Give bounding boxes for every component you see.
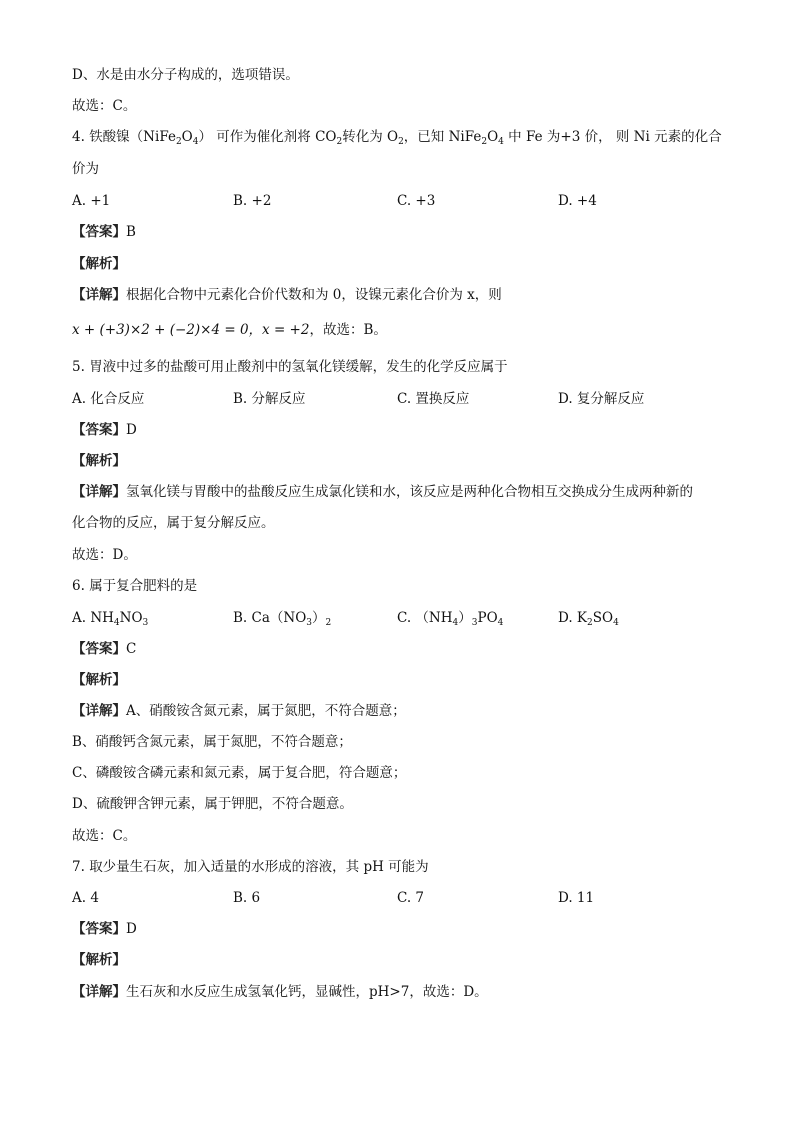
q7-analysis-heading <box>72 951 126 969</box>
detail-text: 生石灰和水反应生成氢氧化钙，显碱性，pH>7，故选：D。 <box>126 984 488 1000</box>
q4-formula-line <box>72 321 387 339</box>
q4-sub: 4 <box>192 137 199 147</box>
q4-stem <box>72 128 722 146</box>
q4-sub: 4 <box>498 137 504 147</box>
answer-value: D <box>126 921 137 937</box>
q4-answer <box>72 223 136 241</box>
opt-sub: 3 <box>306 618 312 628</box>
detail-text: 根据化合物中元素化合价代数和为 0，设镍元素化合价为 x，则 <box>126 287 502 303</box>
detail-tag: 【详解】 <box>72 703 126 719</box>
q7-option-c: C. 7 <box>397 890 425 906</box>
q4-number: 4. <box>72 129 85 145</box>
q3-option-d-explanation: D、水是由水分子构成的，选项错误。 <box>72 67 299 83</box>
q4-sub: 2 <box>398 137 404 147</box>
q5-option-d: D. 复分解反应 <box>558 391 645 407</box>
q5-detail <box>72 483 693 501</box>
detail-text: 氢氧化镁与胃酸中的盐酸反应生成氯化镁和水，该反应是两种化合物相互交换成分生成两种新的 <box>126 484 693 500</box>
q4-option-b: B. +2 <box>233 193 272 209</box>
opt-text: C. （NH <box>397 610 453 626</box>
opt-text: SO <box>592 610 614 626</box>
q5-stem-text: 胃液中过多的盐酸可用止酸剂中的氢氧化镁缓解，发生的化学反应属于 <box>89 359 508 375</box>
q6-number: 6. <box>72 578 85 594</box>
q7-stem-text: 取少量生石灰，加入适量的水形成的溶液，其 pH 可能为 <box>89 859 429 875</box>
opt-text: PO <box>477 610 498 626</box>
q5-detail-continued: 化合物的反应，属于复分解反应。 <box>72 515 275 531</box>
q4-stem-continued: 价为 <box>72 161 99 177</box>
q5-option-c: C. 置换反应 <box>397 391 470 407</box>
opt-text: D. K <box>558 610 588 626</box>
q5-conclusion: 故选：D。 <box>72 547 137 563</box>
q7-number: 7. <box>72 859 85 875</box>
q7-option-a: A. 4 <box>72 890 99 906</box>
q5-analysis-heading <box>72 452 126 470</box>
q6-stem-text: 属于复合肥料的是 <box>89 578 198 594</box>
q6-detail-a <box>72 702 406 720</box>
q4-stem-text: O <box>181 129 193 145</box>
opt-text: A. NH <box>72 610 114 626</box>
q5-stem <box>72 358 508 376</box>
opt-text: NO <box>119 610 143 626</box>
opt-sub: 4 <box>613 618 619 628</box>
q4-stem-text: ） 可作为催化剂将 CO <box>198 129 337 145</box>
opt-sub: 4 <box>497 618 504 628</box>
q6-analysis-heading <box>72 671 126 689</box>
q4-stem-text: ，已知 NiFe <box>403 129 482 145</box>
q6-answer <box>72 640 136 658</box>
q4-option-a: A. +1 <box>72 193 111 209</box>
q6-detail-d: D、硫酸钾含钾元素，属于钾肥，不符合题意。 <box>72 796 353 812</box>
q4-option-d: D. +4 <box>558 193 597 209</box>
q4-detail <box>72 286 502 304</box>
q6-detail-c: C、磷酸铵含磷元素和氮元素，属于复合肥，符合题意； <box>72 765 407 781</box>
answer-tag: 【答案】 <box>72 921 126 937</box>
q4-formula-tail: ，故选：B。 <box>309 322 387 338</box>
answer-tag: 【答案】 <box>72 224 126 240</box>
opt-sub: 3 <box>471 618 478 628</box>
q7-answer <box>72 920 137 938</box>
q5-answer <box>72 421 137 439</box>
answer-value: D <box>126 422 137 438</box>
q6-stem <box>72 577 197 595</box>
answer-value: B <box>126 224 136 240</box>
q7-detail <box>72 983 488 1001</box>
analysis-tag: 【解析】 <box>72 952 126 968</box>
q4-stem-text: 铁酸镍（NiFe <box>89 129 176 145</box>
opt-sub: 2 <box>587 618 593 628</box>
q7-option-b: B. 6 <box>233 890 261 906</box>
opt-text: ） <box>312 610 326 626</box>
opt-text: ） <box>458 610 472 626</box>
q3-conclusion: 故选：C。 <box>72 98 137 114</box>
detail-tag: 【详解】 <box>72 984 126 1000</box>
q6-option-c <box>397 609 503 627</box>
answer-value: C <box>126 641 137 657</box>
q5-number: 5. <box>72 359 85 375</box>
opt-text: B. Ca（NO <box>233 610 307 626</box>
q6-option-d <box>558 609 619 627</box>
q7-stem <box>72 858 429 876</box>
q4-stem-text: 转化为 O <box>342 129 399 145</box>
q6-detail-b: B、硝酸钙含氮元素，属于氮肥，不符合题意； <box>72 734 352 750</box>
opt-sub: 4 <box>452 618 459 628</box>
detail-tag: 【详解】 <box>72 287 126 303</box>
q5-option-a: A. 化合反应 <box>72 391 145 407</box>
q4-sub: 2 <box>481 137 488 147</box>
q6-option-a <box>72 609 148 627</box>
answer-tag: 【答案】 <box>72 422 126 438</box>
q7-option-d: D. 11 <box>558 890 595 906</box>
q4-sub: 2 <box>336 137 343 147</box>
q4-option-c: C. +3 <box>397 193 436 209</box>
q4-stem-text: 中 Fe 为+3 价， 则 Ni 元素的化合 <box>503 129 722 145</box>
detail-text: A、硝酸铵含氮元素，属于氮肥，不符合题意； <box>126 703 406 719</box>
detail-tag: 【详解】 <box>72 484 126 500</box>
opt-sub: 2 <box>325 618 332 628</box>
q4-sub: 2 <box>175 137 182 147</box>
q6-conclusion: 故选：C。 <box>72 828 137 844</box>
analysis-tag: 【解析】 <box>72 256 126 272</box>
q4-analysis-heading <box>72 255 126 273</box>
opt-sub: 4 <box>113 618 120 628</box>
q4-formula: x + (+3)×2 + (−2)×4 = 0，x = +2 <box>72 322 310 338</box>
q5-option-b: B. 分解反应 <box>233 391 306 407</box>
opt-sub: 3 <box>142 618 149 628</box>
answer-tag: 【答案】 <box>72 641 126 657</box>
q4-stem-text: O <box>487 129 499 145</box>
analysis-tag: 【解析】 <box>72 672 126 688</box>
q6-option-b <box>233 609 331 627</box>
analysis-tag: 【解析】 <box>72 453 126 469</box>
